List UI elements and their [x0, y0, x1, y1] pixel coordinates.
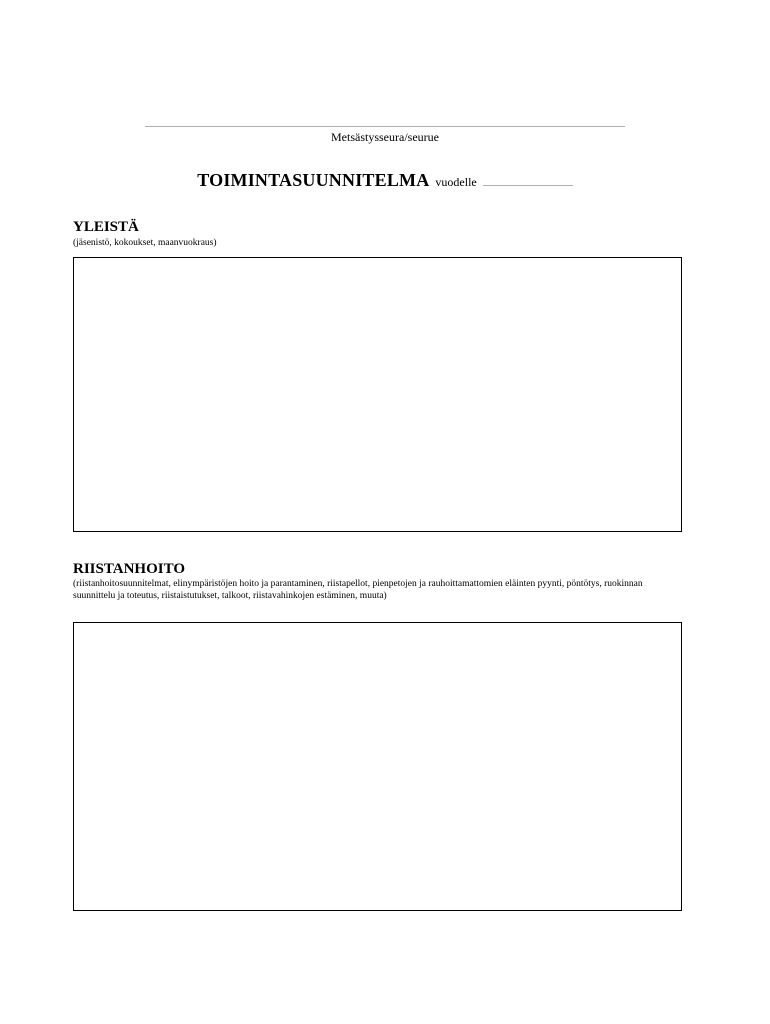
section-heading-riistanhoito: RIISTANHOITO — [73, 561, 185, 577]
title-year-label: vuodelle — [435, 175, 477, 189]
organization-name-line[interactable] — [145, 126, 625, 127]
section-description-riistanhoito-line1: (riistanhoitosuunnitelmat, elinympäristöjen hoito ja parantaminen, riistapellot, pienpetojen ja rauhoittamattomien eläinten pyynti, pöntötys, ruokinnan — [73, 579, 643, 589]
document-title — [0, 170, 770, 191]
title-main: TOIMINTASUUNNITELMA — [197, 170, 430, 190]
section-heading-yleista: YLEISTÄ — [73, 219, 139, 235]
yleista-text-area[interactable] — [73, 257, 682, 532]
riistanhoito-text-area[interactable] — [73, 622, 682, 911]
section-description-riistanhoito-line2: suunnittelu ja toteutus, riistaistutukset, talkoot, riistavahinkojen estäminen, muuta) — [73, 591, 387, 601]
year-input-line[interactable] — [483, 173, 573, 186]
organization-caption: Metsästysseura/seurue — [331, 130, 439, 144]
section-description-yleista: (jäsenistö, kokoukset, maanvuokraus) — [73, 238, 217, 248]
